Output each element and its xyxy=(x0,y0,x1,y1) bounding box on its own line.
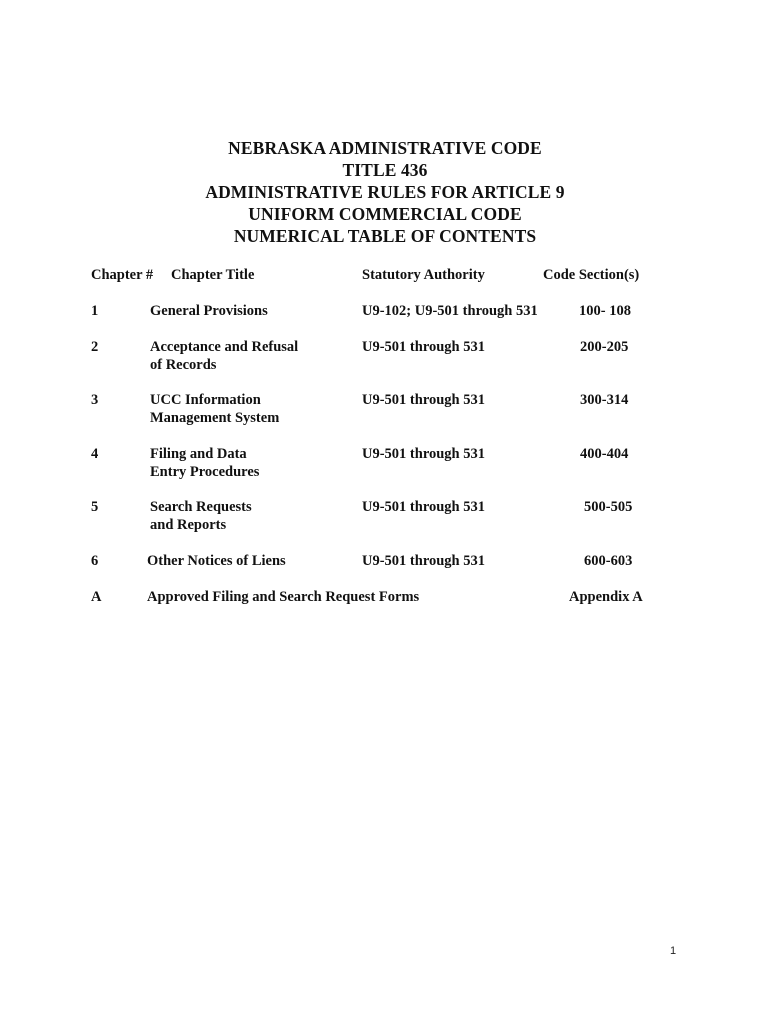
header-chapter-title: Chapter Title xyxy=(171,267,255,283)
chapter-number: 1 xyxy=(91,303,99,319)
title-line: NEBRASKA ADMINISTRATIVE CODE xyxy=(228,138,542,158)
chapter-title-continued: Entry Procedures xyxy=(150,464,260,480)
chapter-number: 6 xyxy=(91,553,99,569)
chapter-title: General Provisions xyxy=(150,303,268,319)
title-line: ADMINISTRATIVE RULES FOR ARTICLE 9 xyxy=(205,182,565,202)
chapter-title-continued: of Records xyxy=(150,357,217,373)
code-sections: 500-505 xyxy=(584,499,633,515)
chapter-title: Search Requests xyxy=(150,499,252,515)
page-number: 1 xyxy=(670,945,677,957)
statutory-authority: U9-501 through 531 xyxy=(362,339,485,355)
statutory-authority: U9-501 through 531 xyxy=(362,392,485,408)
title-line: UNIFORM COMMERCIAL CODE xyxy=(248,204,522,224)
statutory-authority: U9-102; U9-501 through 531 xyxy=(362,303,538,319)
statutory-authority: U9-501 through 531 xyxy=(362,499,485,515)
chapter-title-continued: Management System xyxy=(150,410,280,426)
chapter-number: 4 xyxy=(91,446,99,462)
header-statutory-authority: Statutory Authority xyxy=(362,267,485,283)
chapter-title: Acceptance and Refusal xyxy=(150,339,299,355)
chapter-title: Other Notices of Liens xyxy=(147,553,286,569)
header-code-sections: Code Section(s) xyxy=(543,267,640,283)
chapter-title-continued: and Reports xyxy=(150,517,227,533)
code-sections: 100- 108 xyxy=(579,303,631,319)
chapter-number: 5 xyxy=(91,499,99,515)
statutory-authority: U9-501 through 531 xyxy=(362,446,485,462)
title-line: TITLE 436 xyxy=(342,160,428,180)
title-line: NUMERICAL TABLE OF CONTENTS xyxy=(233,226,537,246)
code-sections: 200-205 xyxy=(580,339,629,355)
document-title xyxy=(0,137,770,247)
chapter-title: Filing and Data xyxy=(150,446,247,462)
code-sections: 300-314 xyxy=(580,392,629,408)
chapter-title: UCC Information xyxy=(150,392,261,408)
code-sections: 600-603 xyxy=(584,553,633,569)
chapter-number: 3 xyxy=(91,392,99,408)
statutory-authority: U9-501 through 531 xyxy=(362,553,485,569)
chapter-title: Approved Filing and Search Request Forms xyxy=(147,589,420,605)
code-sections: Appendix A xyxy=(569,589,643,605)
code-sections: 400-404 xyxy=(580,446,629,462)
chapter-number: A xyxy=(91,589,102,605)
header-chapter-number: Chapter # xyxy=(91,267,154,283)
chapter-number: 2 xyxy=(91,339,99,355)
